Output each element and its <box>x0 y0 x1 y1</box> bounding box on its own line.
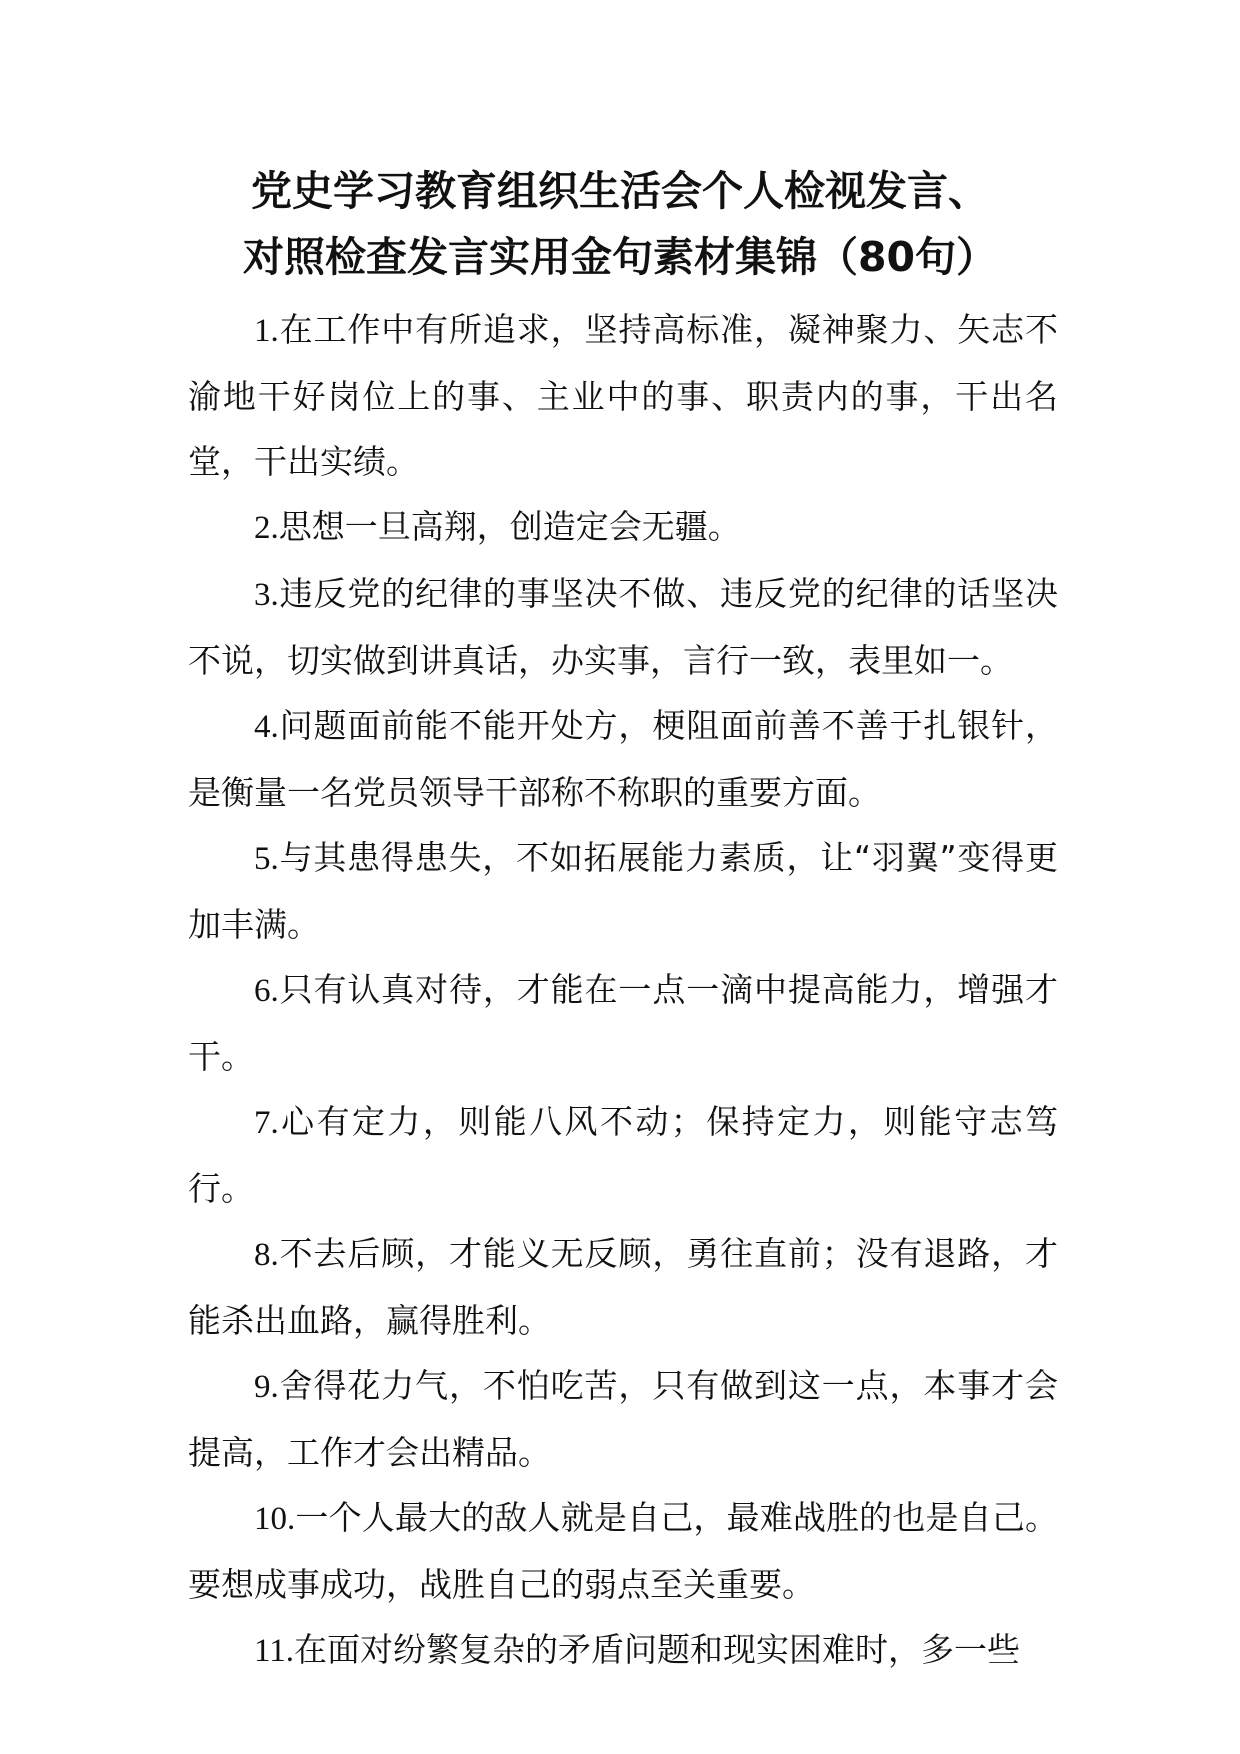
paragraph-2 <box>188 494 1058 561</box>
paragraph-text: 在面对纷繁复杂的矛盾问题和现实困难时，多一些 <box>294 1630 1021 1669</box>
paragraph-text: 只有认真对待，才能在一点一滴中提高能力，增强才干。 <box>188 970 1058 1076</box>
title-line-1: 党史学习教育组织生活会个人检视发言、 <box>251 167 989 215</box>
document-body <box>188 297 1058 1684</box>
document-title <box>140 158 1100 290</box>
paragraph-11 <box>188 1617 1058 1684</box>
paragraph-number: 3. <box>254 577 279 613</box>
paragraph-6 <box>188 957 1058 1089</box>
paragraph-number: 10. <box>254 1501 296 1537</box>
paragraph-number: 8. <box>254 1237 279 1273</box>
title-line-2: 对照检查发言实用金句素材集锦（80句） <box>242 233 998 281</box>
paragraph-text: 舍得花力气，不怕吃苦，只有做到这一点，本事才会提高，工作才会出精品。 <box>188 1366 1058 1472</box>
paragraph-5 <box>188 825 1058 957</box>
paragraph-text: 违反党的纪律的事坚决不做、违反党的纪律的话坚决不说，切实做到讲真话，办实事，言行一致，表里如一。 <box>188 574 1058 680</box>
paragraph-number: 9. <box>254 1369 279 1405</box>
paragraph-3 <box>188 561 1058 693</box>
paragraph-8 <box>188 1221 1058 1353</box>
paragraph-number: 6. <box>254 973 279 1009</box>
paragraph-10 <box>188 1485 1058 1617</box>
paragraph-4 <box>188 693 1058 825</box>
paragraph-7 <box>188 1089 1058 1221</box>
paragraph-number: 1. <box>254 313 279 349</box>
paragraph-number: 4. <box>254 709 279 745</box>
paragraph-text: 问题面前能不能开处方，梗阻面前善不善于扎银针，是衡量一名党员领导干部称不称职的重要方面。 <box>188 706 1058 812</box>
paragraph-text: 在工作中有所追求，坚持高标准，凝神聚力、矢志不渝地干好岗位上的事、主业中的事、职责内的事，干出名堂，干出实绩。 <box>188 310 1058 481</box>
paragraph-number: 11. <box>254 1633 295 1669</box>
paragraph-text: 不去后顾，才能义无反顾，勇往直前；没有退路，才能杀出血路，赢得胜利。 <box>188 1234 1058 1340</box>
paragraph-text: 与其患得患失，不如拓展能力素质，让“羽翼”变得更加丰满。 <box>188 838 1058 944</box>
paragraph-text: 思想一旦高翔，创造定会无疆。 <box>278 507 741 546</box>
paragraph-9 <box>188 1353 1058 1485</box>
paragraph-text: 一个人最大的敌人就是自己，最难战胜的也是自己。要想成事成功，战胜自己的弱点至关重要。 <box>188 1498 1058 1604</box>
paragraph-text: 心有定力，则能八风不动；保持定力，则能守志笃行。 <box>188 1102 1058 1208</box>
paragraph-number: 7. <box>254 1105 279 1141</box>
paragraph-1 <box>188 297 1058 494</box>
paragraph-number: 5. <box>254 841 279 877</box>
paragraph-number: 2. <box>254 510 279 546</box>
